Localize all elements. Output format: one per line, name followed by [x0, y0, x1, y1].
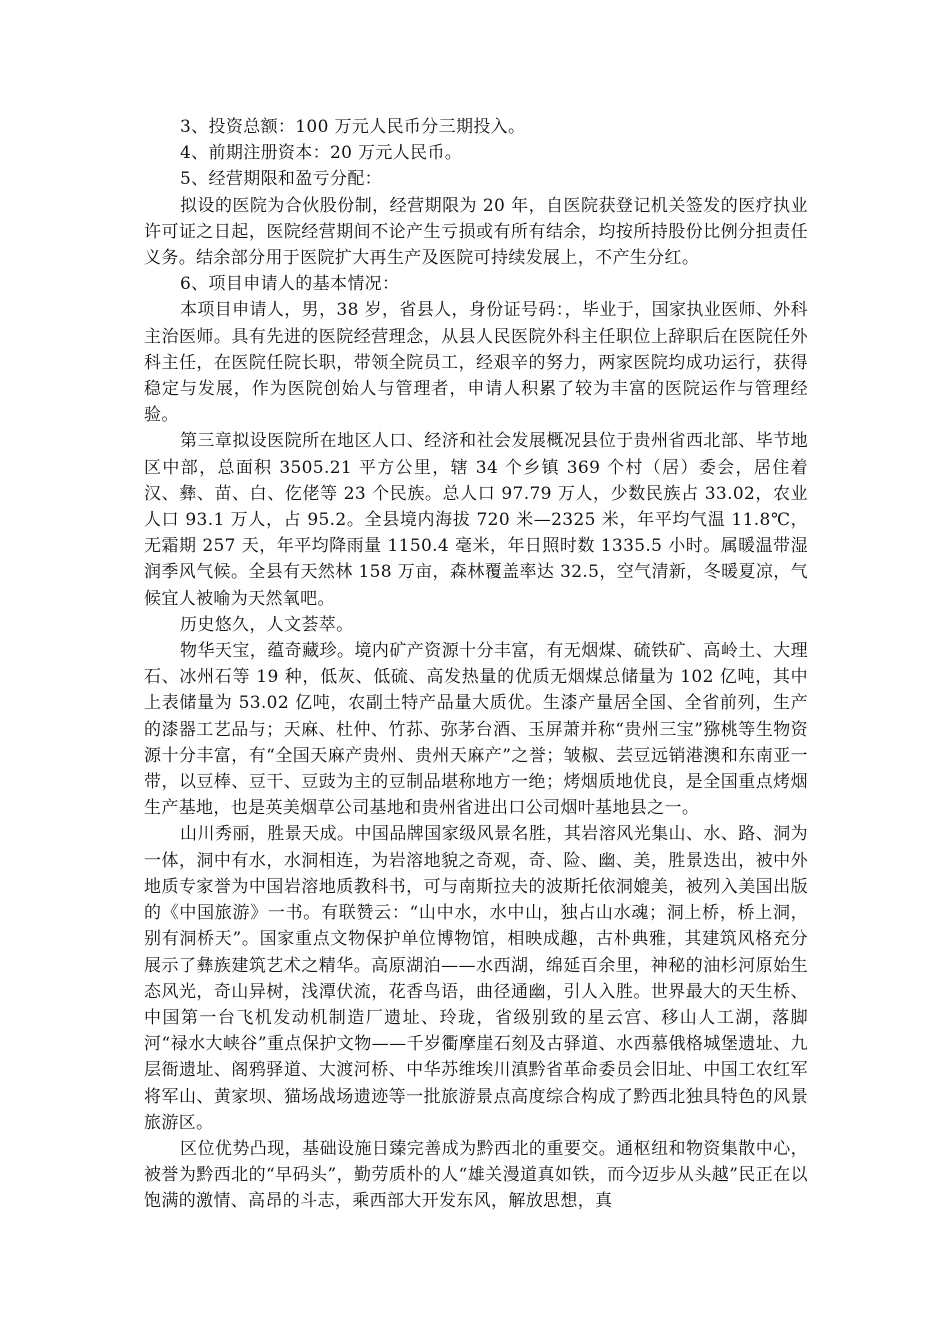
- paragraph-operating-term-heading: 5、经营期限和盈亏分配：: [180, 169, 383, 190]
- paragraph-investment-total: 3、投资总额：100 万元人民币分三期投入。: [180, 117, 526, 137]
- paragraph-applicant-heading: 6、项目申请人的基本情况：: [180, 274, 400, 295]
- paragraph-chapter-three: 第三章拟设医院所在地区人口、经济和社会发展概况县位于贵州省西北部、毕节地区中部，总面积 3505.21 平方公里，辖 34 个乡镇 369 个村（居）委会，居住着汉、彝、苗、白、仡佬等 23 个民族。总人口 97.79 万人，少数民族占 33.02，农业人口 93.1 万人，占 95.2。全县境内海拔 720 米—2325 米，年平均气温 11.8℃，无霜期 257 天，年平均降雨量 1150.4 毫米，年日照时数 1335.5 小时。属暖温带湿润季风气候。全县有天然林 158 万亩，森林覆盖率达 32.5，空气清新，冬暖夏凉，气候宜人被喻为天然氧吧。: [144, 431, 808, 609]
- paragraph-registered-capital: 4、前期注册资本：20 万元人民币。: [180, 143, 463, 164]
- paragraph-operating-term: 拟设的医院为合伙股份制，经营期限为 20 年，自医院获登记机关签发的医疗执业许可证之日起，医院经营期间不论产生亏损或有所有结余，均按所持股份比例分担责任义务。结余部分用于医院扩大再生产及医院可持续发展上，不产生分红。: [144, 195, 808, 269]
- paragraph-applicant-info: 本项目申请人，男，38 岁，省县人，身份证号码：，毕业于，国家执业医师、外科主治医师。具有先进的医院经营理念，从县人民医院外科主任职位上辞职后在医院任外科主任，在医院任院长职，带领全院员工，经艰辛的努力，两家医院均成功运行，获得稳定与发展，作为医院创始人与管理者，申请人积累了较为丰富的医院运作与管理经验。: [144, 300, 808, 426]
- document-body: [144, 114, 808, 1215]
- paragraph-resources: 物华天宝，蕴奇藏珍。境内矿产资源十分丰富，有无烟煤、硫铁矿、高岭土、大理石、冰州石等 19 种，低灰、低硫、高发热量的优质无烟煤总储量为 102 亿吨，其中上表储量为 53.02 亿吨，农副土特产品量大质优。生漆产量居全国、全省前列，生产的漆器工艺品与；天麻、杜仲、竹荪、弥茅台酒、玉屏萧并称“贵州三宝”猕桃等生物资源十分丰富，有“全国天麻产贵州、贵州天麻产”之誉；皱椒、芸豆远销港澳和东南亚一带，以豆棒、豆干、豆豉为主的豆制品堪称地方一绝；烤烟质地优良，是全国重点烤烟生产基地，也是英美烟草公司基地和贵州省进出口公司烟叶基地县之一。: [144, 641, 808, 819]
- paragraph-history: 历史悠久，人文荟萃。: [180, 614, 354, 635]
- paragraph-location: 区位优势凸现，基础设施日臻完善成为黔西北的重要交。通枢纽和物资集散中心，被誉为黔西北的“早码头”，勤劳质朴的人“雄关漫道真如铁，而今迈步从头越”民正在以饱满的激情、高昂的斗志，乘西部大开发东风，解放思想，真: [144, 1138, 808, 1212]
- paragraph-scenery: 山川秀丽，胜景天成。中国品牌国家级风景名胜，其岩溶风光集山、水、路、洞为一体，洞中有水，水洞相连，为岩溶地貌之奇观，奇、险、幽、美，胜景迭出，被中外地质专家誉为中国岩溶地质教科书，可与南斯拉夫的波斯托依洞媲美，被列入美国出版的《中国旅游》一书。有联赞云：“山中水，水中山，独占山水魂；洞上桥，桥上洞，别有洞桥天”。国家重点文物保护单位博物馆，相映成趣，古朴典雅，其建筑风格充分展示了彝族建筑艺术之精华。高原湖泊——水西湖，绵延百余里，神秘的油杉河原始生态风光，奇山异树，浅潭伏流，花香鸟语，曲径通幽，引人入胜。世界最大的天生桥、中国第一台飞机发动机制造厂遗址、玲珑，省级别致的星云宫、移山人工湖，落脚河“禄水大峡谷”重点保护文物——千岁衢摩崖石刻及古驿道、水西慕俄格城堡遗址、九层衙遗址、阁鸦驿道、大渡河桥、中华苏维埃川滇黔省革命委员会旧址、中国工农红军将军山、黄家坝、猫场战场遗迹等一批旅游景点高度综合构成了黔西北独具特色的风景旅游区。: [144, 824, 808, 1133]
